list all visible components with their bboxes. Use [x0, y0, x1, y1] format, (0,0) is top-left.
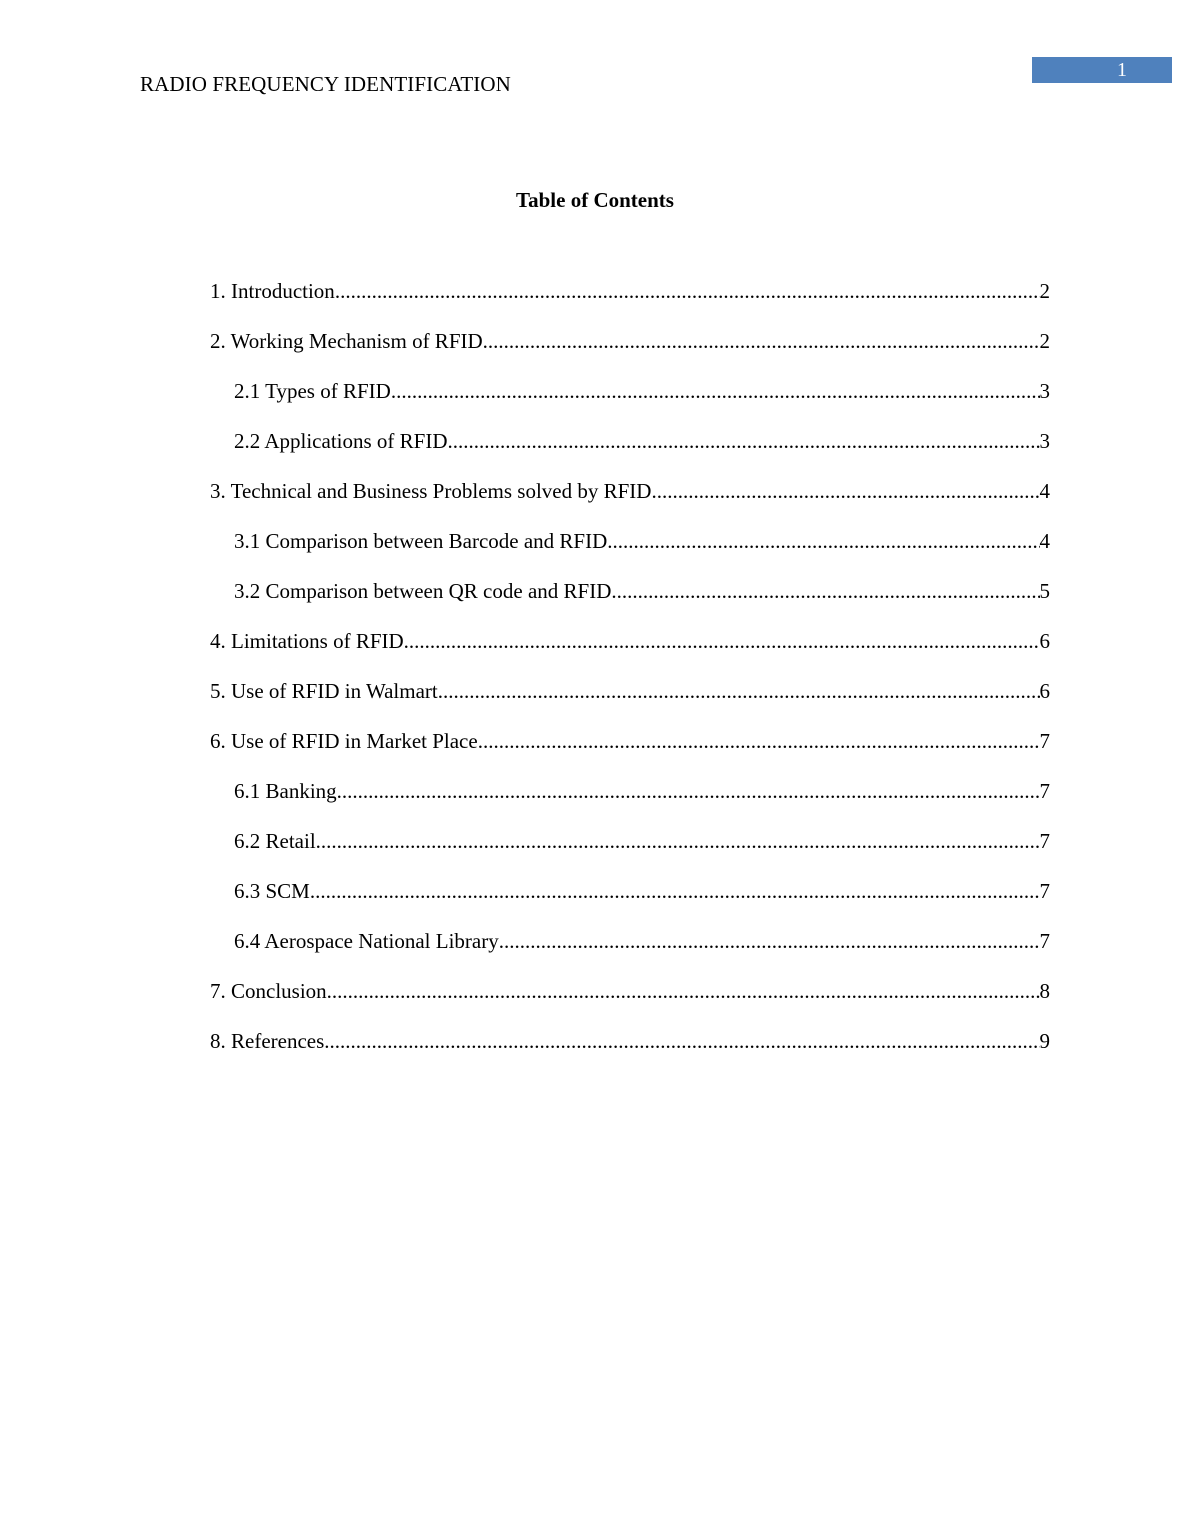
- toc-dot-leader: [337, 777, 1040, 805]
- toc-entry-label: 5. Use of RFID in Walmart: [210, 679, 438, 703]
- toc-entry-page: 2: [1039, 279, 1050, 303]
- toc-entry-label: 3. Technical and Business Problems solved by RFID: [210, 479, 652, 503]
- toc-entry-page: 7: [1039, 729, 1050, 753]
- toc-entry-page: 6: [1039, 679, 1050, 703]
- toc-entry-label: 1. Introduction: [210, 279, 335, 303]
- toc-entry-walmart[interactable]: [210, 677, 1050, 727]
- toc-entry-applications-of-rfid[interactable]: [210, 427, 1050, 477]
- toc-entry-label: 2. Working Mechanism of RFID: [210, 329, 483, 353]
- toc-dot-leader: [478, 727, 1040, 755]
- toc-entry-label: 4. Limitations of RFID: [210, 629, 404, 653]
- toc-entry-page: 7: [1039, 829, 1050, 853]
- toc-dot-leader: [607, 527, 1039, 555]
- toc-dot-leader: [483, 327, 1040, 355]
- toc-entry-page: 6: [1039, 629, 1050, 653]
- toc-entry-conclusion[interactable]: [210, 977, 1050, 1027]
- toc-dot-leader: [651, 477, 1039, 505]
- toc-dot-leader: [499, 927, 1040, 955]
- toc-entry-label: 6.4 Aerospace National Library: [234, 929, 499, 953]
- toc-entry-page: 8: [1039, 979, 1050, 1003]
- toc-entry-page: 4: [1039, 529, 1050, 553]
- toc-entry-page: 5: [1039, 579, 1050, 603]
- toc-entry-label: 8. References: [210, 1029, 325, 1053]
- toc-title: Table of Contents: [516, 188, 674, 212]
- toc-entry-label: 2.2 Applications of RFID: [234, 429, 448, 453]
- toc-entry-aerospace-library[interactable]: [210, 927, 1050, 977]
- toc-entry-label: 6. Use of RFID in Market Place: [210, 729, 478, 753]
- toc-entry-scm[interactable]: [210, 877, 1050, 927]
- toc-entry-working-mechanism[interactable]: [210, 327, 1050, 377]
- toc-entry-types-of-rfid[interactable]: [210, 377, 1050, 427]
- toc-entry-page: 7: [1039, 779, 1050, 803]
- toc-entry-technical-business-problems[interactable]: [210, 477, 1050, 527]
- toc-dot-leader: [438, 677, 1040, 705]
- toc-dot-leader: [310, 877, 1040, 905]
- toc-entry-retail[interactable]: [210, 827, 1050, 877]
- toc-entry-page: 3: [1039, 429, 1050, 453]
- toc-entry-page: 7: [1039, 879, 1050, 903]
- toc-entry-page: 7: [1039, 929, 1050, 953]
- toc-entry-references[interactable]: [210, 1027, 1050, 1077]
- toc-dot-leader: [327, 977, 1040, 1005]
- toc-entry-banking[interactable]: [210, 777, 1050, 827]
- toc-dot-leader: [316, 827, 1040, 855]
- toc-entry-page: 4: [1039, 479, 1050, 503]
- toc-dot-leader: [611, 577, 1039, 605]
- table-of-contents: [210, 277, 1050, 1077]
- toc-entry-market-place[interactable]: [210, 727, 1050, 777]
- page-number-badge: 1: [1032, 57, 1172, 83]
- toc-entry-barcode-comparison[interactable]: [210, 527, 1050, 577]
- toc-dot-leader: [335, 277, 1040, 305]
- toc-entry-label: 6.1 Banking: [234, 779, 337, 803]
- toc-dot-leader: [404, 627, 1040, 655]
- toc-entry-label: 6.3 SCM: [234, 879, 310, 903]
- toc-dot-leader: [391, 377, 1040, 405]
- toc-dot-leader: [448, 427, 1040, 455]
- toc-entry-page: 9: [1039, 1029, 1050, 1053]
- toc-entry-label: 3.1 Comparison between Barcode and RFID: [234, 529, 608, 553]
- toc-entry-introduction[interactable]: [210, 277, 1050, 327]
- running-head: RADIO FREQUENCY IDENTIFICATION: [140, 72, 511, 96]
- toc-entry-label: 2.1 Types of RFID: [234, 379, 391, 403]
- toc-entry-qr-code-comparison[interactable]: [210, 577, 1050, 627]
- toc-entry-limitations[interactable]: [210, 627, 1050, 677]
- toc-entry-label: 6.2 Retail: [234, 829, 316, 853]
- toc-entry-label: 3.2 Comparison between QR code and RFID: [234, 579, 612, 603]
- toc-dot-leader: [324, 1027, 1039, 1055]
- toc-entry-page: 3: [1039, 379, 1050, 403]
- toc-entry-label: 7. Conclusion: [210, 979, 327, 1003]
- toc-entry-page: 2: [1039, 329, 1050, 353]
